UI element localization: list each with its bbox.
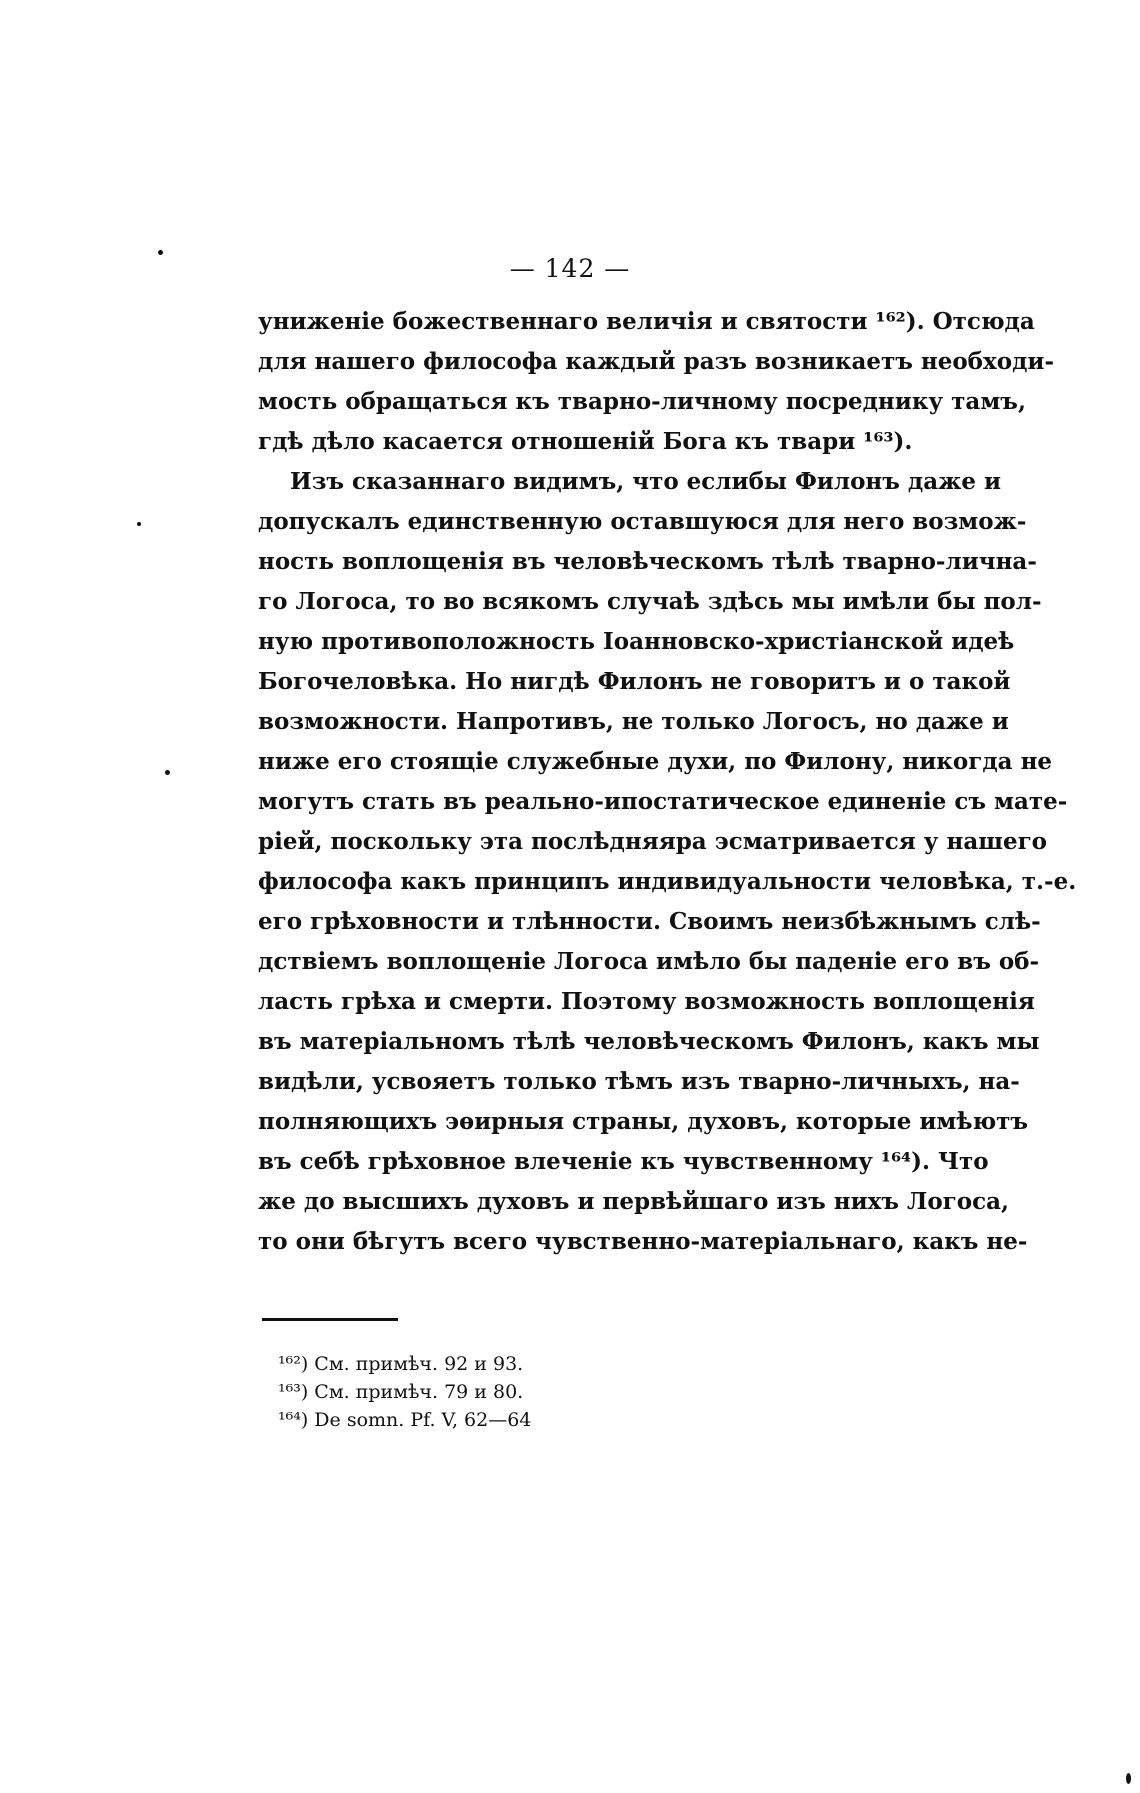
- text-line: го Логоса, то во всякомъ случаѣ здѣсь мы имѣли бы пол-: [258, 588, 1042, 615]
- text-line: философа какъ принципъ индивидуальности человѣка, т.-е.: [258, 868, 1077, 895]
- page-number: — 142 —: [509, 254, 631, 283]
- text-line: его грѣховности и тлѣнности. Своимъ неизбѣжнымъ слѣ-: [258, 908, 1041, 935]
- scan-speck: [165, 770, 170, 775]
- text-line: въ себѣ грѣховное влеченіе къ чувственному ¹⁶⁴). Что: [258, 1148, 989, 1175]
- text-line: гдѣ дѣло касается отношеній Бога къ твари ¹⁶³).: [258, 428, 913, 455]
- text-line: видѣли, усвояетъ только тѣмъ изъ тварно-личныхъ, на-: [258, 1068, 1020, 1095]
- text-line: въ матеріальномъ тѣлѣ человѣческомъ Филонъ, какъ мы: [258, 1028, 1040, 1055]
- text-line: дствіемъ воплощеніе Логоса имѣло бы паденіе его въ об-: [258, 948, 1040, 975]
- text-line: ность воплощенія въ человѣческомъ тѣлѣ тварно-лична-: [258, 548, 1037, 575]
- text-line: ниже его стоящіе служебные духи, по Филону, никогда не: [258, 748, 1053, 775]
- text-line: же до высшихъ духовъ и первѣйшаго изъ нихъ Логоса,: [258, 1188, 1010, 1215]
- footnote-163: ¹⁶³) См. примѣч. 79 и 80.: [278, 1381, 524, 1403]
- footnote-divider: [262, 1318, 398, 1321]
- text-line: униженіе божественнаго величія и святости ¹⁶²). Отсюда: [258, 308, 1035, 335]
- paragraph-start-line: Изъ сказаннаго видимъ, что еслибы Филонъ даже и: [290, 468, 1002, 495]
- text-line: допускалъ единственную оставшуюся для него возмож-: [258, 508, 1027, 535]
- scan-speck: [137, 522, 141, 526]
- text-line: ріей, поскольку эта послѣдняяра эсматривается у нашего: [258, 828, 1048, 855]
- text-line: для нашего философа каждый разъ возникаетъ необходи-: [258, 348, 1055, 375]
- text-line: могутъ стать въ реально-ипостатическое единеніе съ мате-: [258, 788, 1068, 815]
- text-line: ласть грѣха и смерти. Поэтому возможность воплощенія: [258, 988, 1035, 1015]
- footnote-164: ¹⁶⁴) De somn. Pf. V, 62—64: [278, 1409, 532, 1431]
- text-line: то они бѣгутъ всего чувственно-матеріальнаго, какъ не-: [258, 1228, 1028, 1255]
- text-line: Богочеловѣка. Но нигдѣ Филонъ не говоритъ и о такой: [258, 668, 1011, 695]
- text-line: ную противоположность Іоанновско-христіанской идеѣ: [258, 628, 1015, 655]
- footnote-162: ¹⁶²) См. примѣч. 92 и 93.: [278, 1353, 524, 1375]
- scan-speck: [1126, 1773, 1131, 1784]
- body-text: [258, 302, 1077, 1262]
- footnotes: [278, 1350, 778, 1434]
- scan-speck: [158, 250, 163, 255]
- text-line: полняющихъ эѳирныя страны, духовъ, которые имѣютъ: [258, 1108, 1029, 1135]
- text-line: мость обращаться къ тварно-личному посреднику тамъ,: [258, 388, 1026, 415]
- text-line: возможности. Напротивъ, не только Логосъ, но даже и: [258, 708, 1009, 735]
